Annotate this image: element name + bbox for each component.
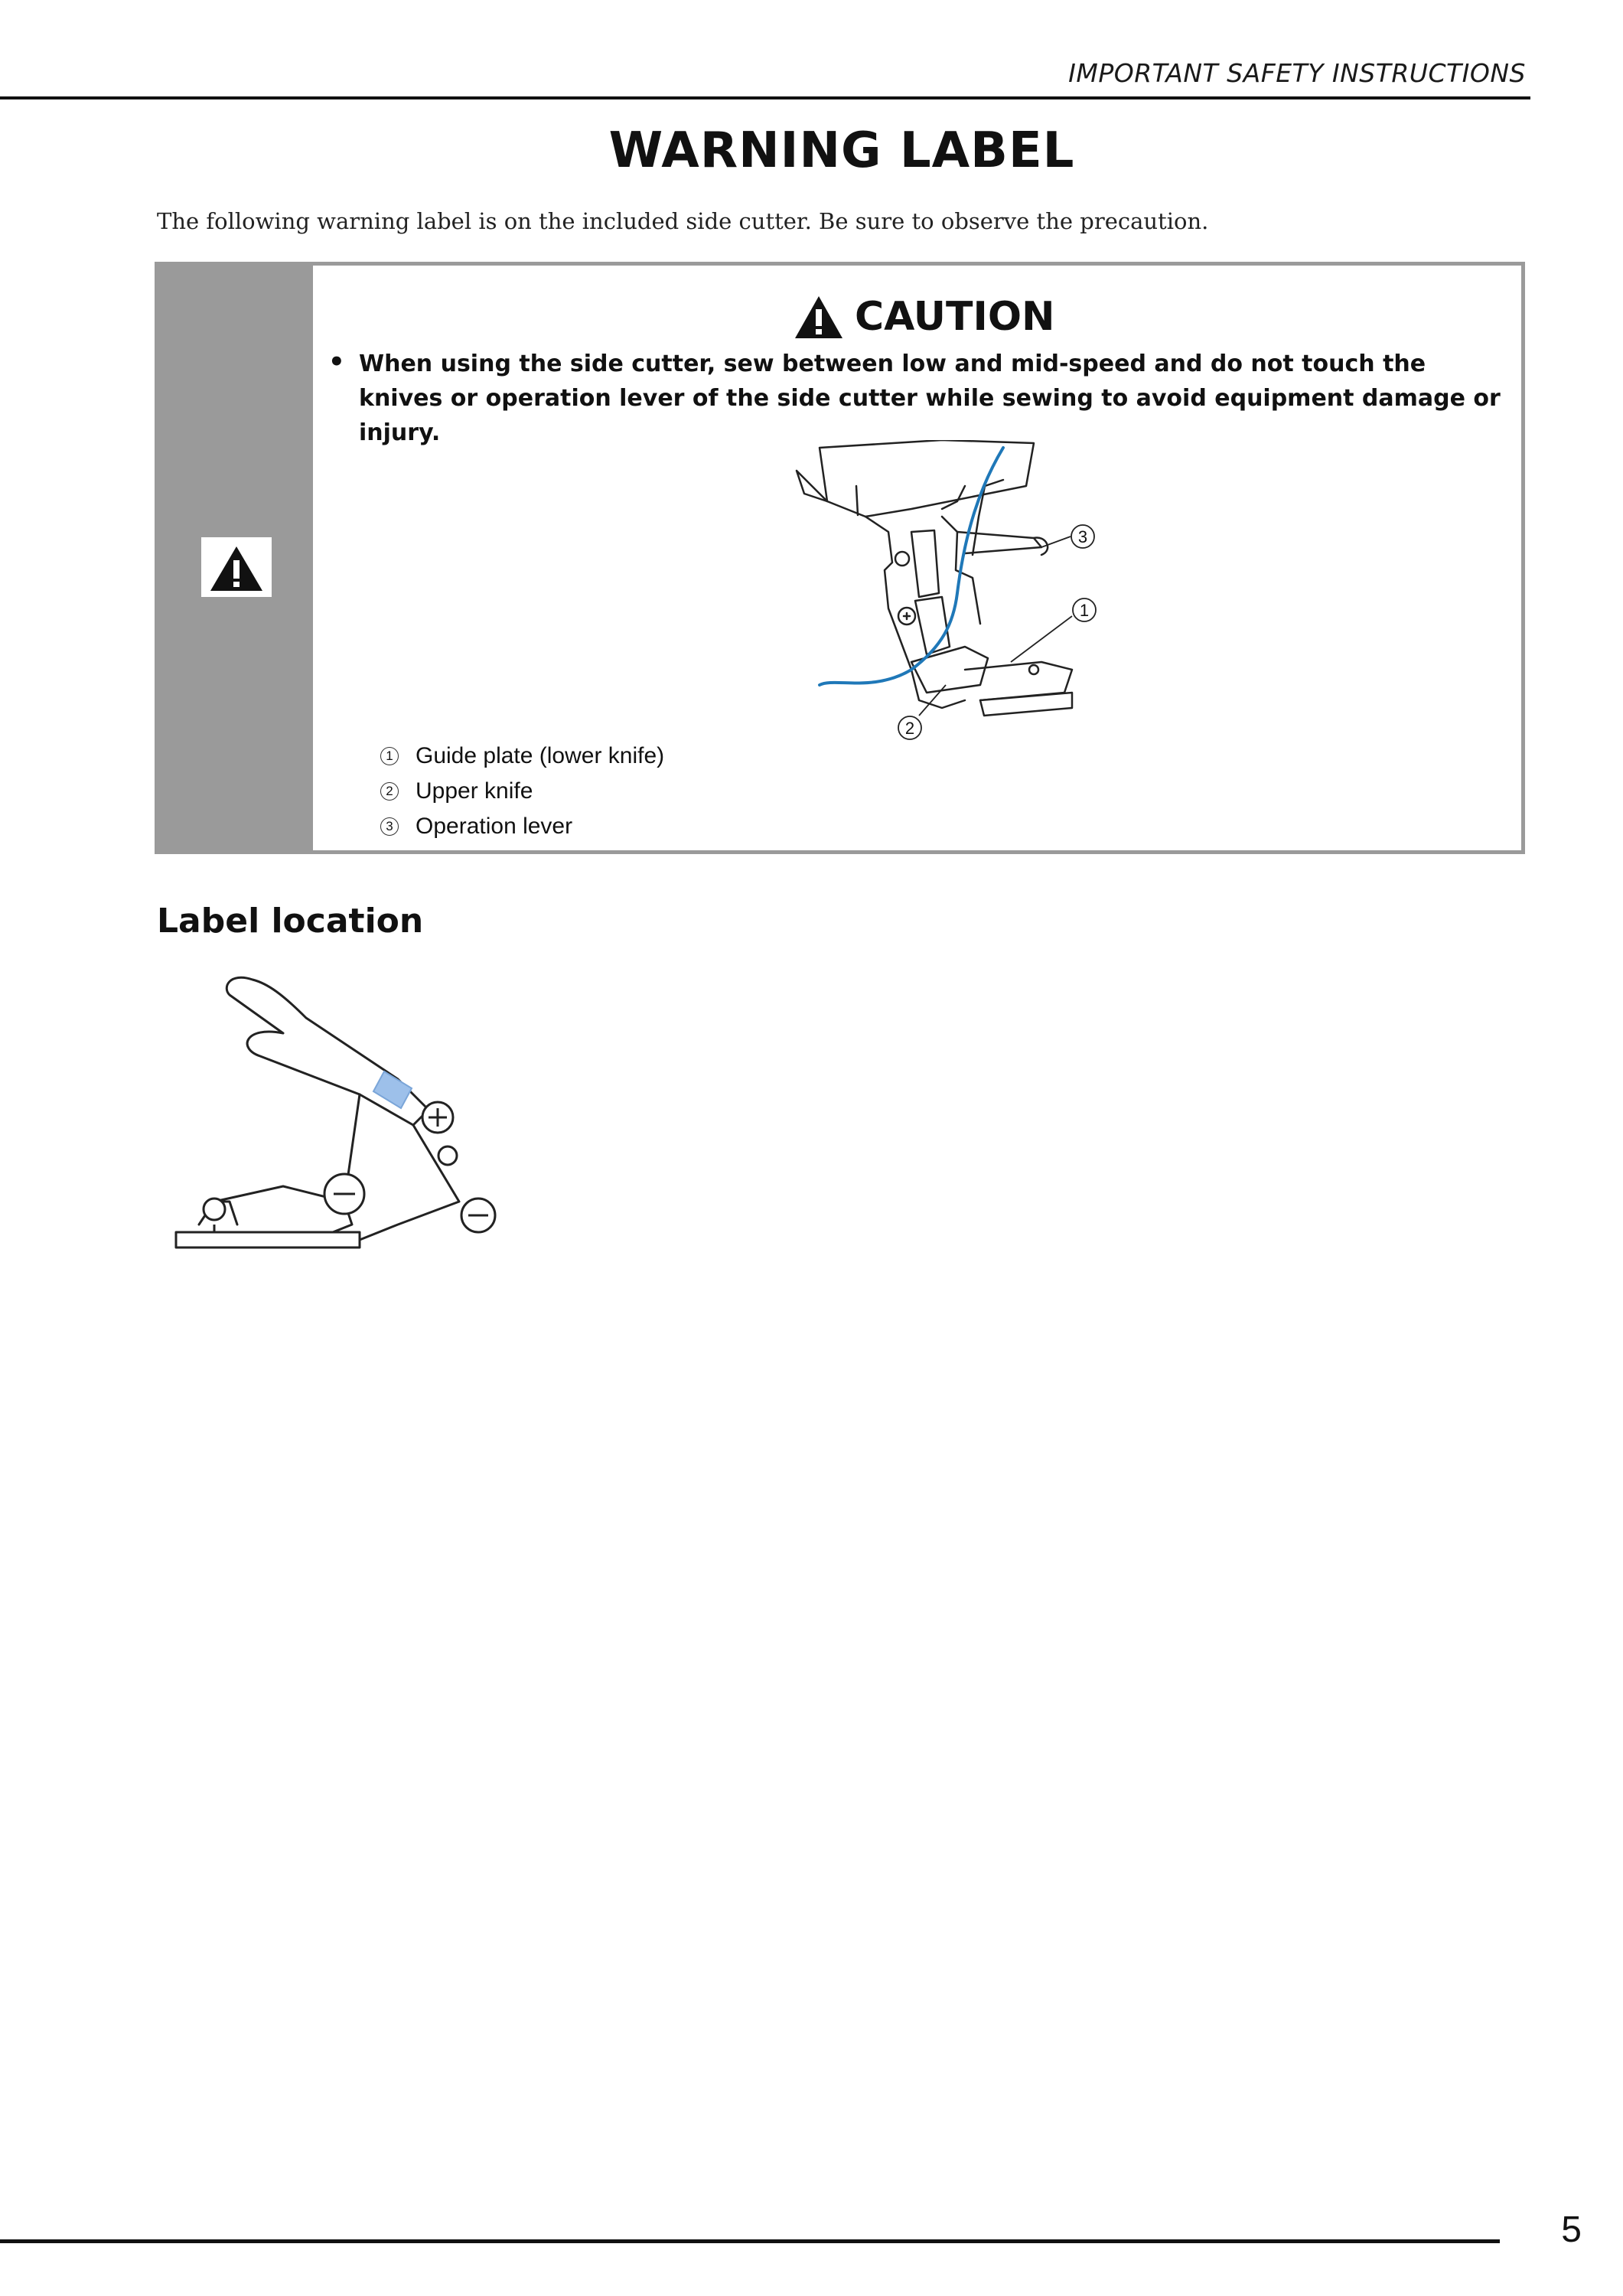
warning-triangle-icon [201, 537, 272, 597]
caution-heading-text: CAUTION [855, 294, 1055, 340]
legend-number: 1 [380, 747, 399, 765]
page-number: 5 [1561, 2210, 1582, 2250]
legend-item [380, 774, 664, 809]
callout-3-label: 3 [1077, 527, 1088, 546]
caution-box [155, 262, 1525, 854]
legend-label: Upper knife [416, 778, 533, 804]
page-title: WARNING LABEL [608, 122, 1075, 179]
label-location-illustration [168, 972, 566, 1263]
label-location-heading: Label location [157, 902, 424, 941]
legend-item [380, 739, 664, 774]
callout-1-label: 1 [1079, 601, 1090, 620]
caution-side-band [158, 266, 313, 850]
legend-number: 2 [380, 782, 399, 801]
legend-label: Operation lever [416, 814, 573, 839]
legend-label: Guide plate (lower knife) [416, 743, 665, 768]
footer-rule [0, 2239, 1500, 2243]
bullet-dot: • [328, 347, 345, 377]
callout-2-label: 2 [904, 719, 915, 738]
warning-triangle-icon [794, 294, 844, 340]
intro-paragraph: The following warning label is on the included side cutter. Be sure to observe the precaution. [157, 208, 1209, 234]
side-warning-icon-badge [201, 537, 272, 597]
side-cutter-illustration [712, 440, 1248, 762]
header-rule [0, 96, 1530, 99]
caution-heading [794, 290, 1055, 344]
running-header: IMPORTANT SAFETY INSTRUCTIONS [1068, 58, 1526, 88]
caution-text: When using the side cutter, sew between low and mid-speed and do not touch the knives or operation lever of the side cutter while sewing to avoid equipment damage or injury. [359, 351, 1501, 446]
legend-item [380, 809, 664, 844]
parts-legend [380, 739, 664, 844]
legend-number: 3 [380, 817, 399, 836]
